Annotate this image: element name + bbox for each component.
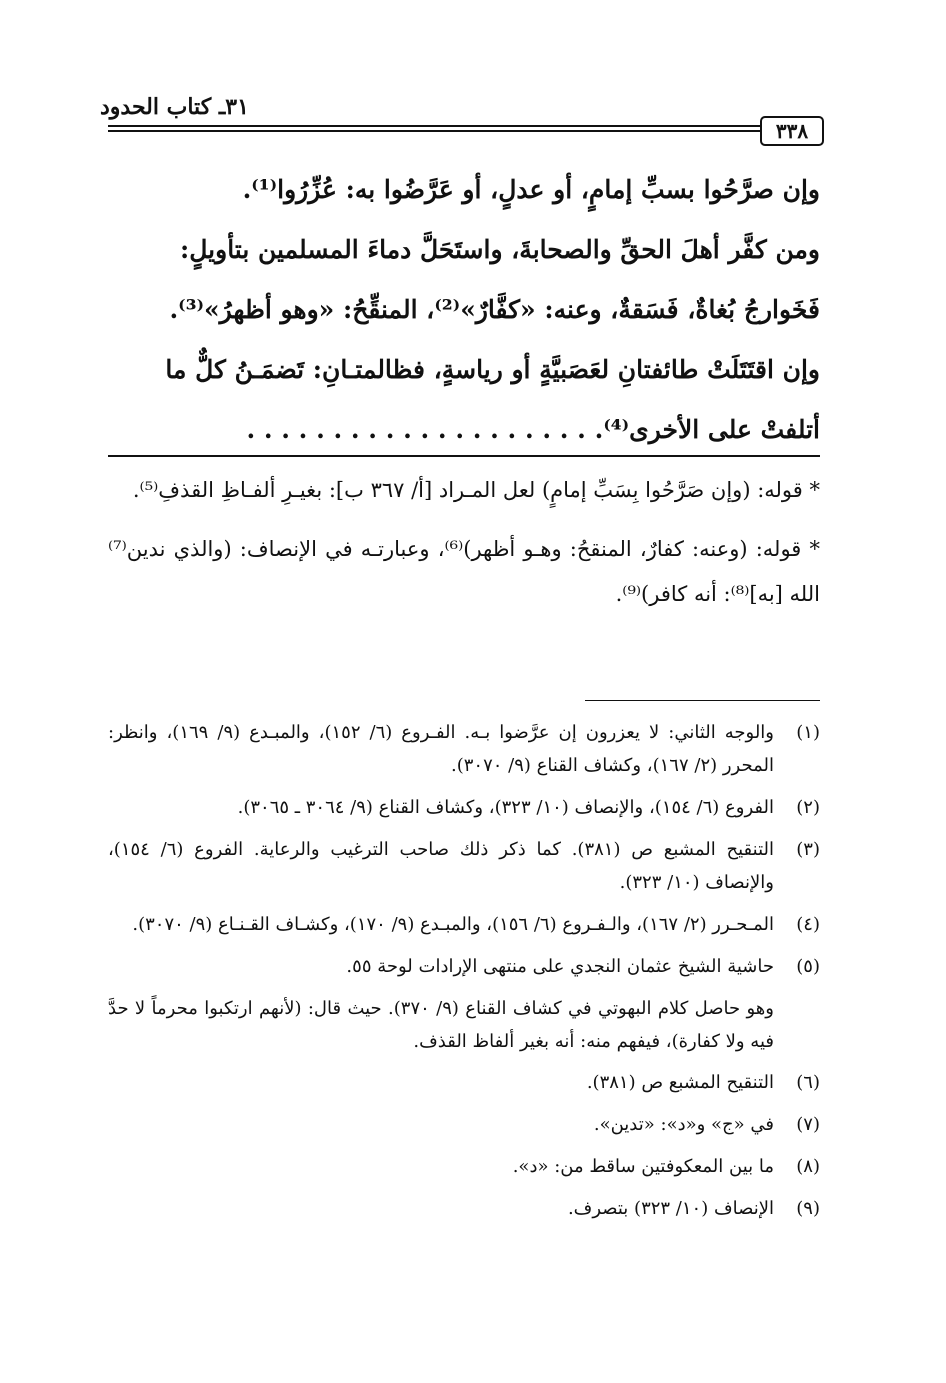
footnote: [108, 1066, 820, 1099]
footnote-number: (٧): [796, 1114, 820, 1135]
footnote: [108, 1192, 820, 1225]
footnote-text: المـحـرر (٢/ ١٦٧)، والـفـروع (٦/ ١٥٦)، والمبـدع (٩/ ١٧٠)، وكشـاف القـنـاع (٩/ ٣٠٧٠).: [132, 914, 774, 935]
footnote-continuation: وهو حاصل كلام البهوتي في كشاف القناع (٩/ ٣٧٠). حيث قال: (لأنهم ارتكبوا محرماً لا حدَّ فيه ولا كفارة)، فيفهم منه: أنه بغير ألفاظ القذف.: [108, 998, 774, 1052]
footnote: [108, 1108, 820, 1141]
footnote: [108, 950, 820, 983]
footnote-text: حاشية الشيخ عثمان النجدي على منتهى الإرادات لوحة ٥٥.: [346, 956, 774, 977]
section-divider: [108, 455, 820, 457]
footnote: [108, 716, 820, 782]
footnote-rule: [585, 700, 820, 701]
footnote: [108, 833, 820, 899]
footnote-text: والوجه الثاني: لا يعزرون إن عرَّضوا بـه. الفـروع (٦/ ١٥٢)، والمبـدع (٩/ ١٦٩)، وانظر: المحرر (٢/ ١٦٧)، وكشاف القناع (٩/ ٣٠٧٠).: [108, 722, 775, 776]
footnote-number: (٣): [796, 839, 820, 860]
commentary-item: * قوله: (وعنه: كفارٌ، المنقحُ: وهـو أظهر)⁽⁶⁾، وعبارتـه في الإنصاف: (والذي ندين⁽⁷⁾ الله [به]⁽⁸⁾: أنه كافر)⁽⁹⁾.: [108, 537, 820, 606]
footnote: [108, 791, 820, 824]
footnote-text: ما بين المعكوفتين ساقط من: «د».: [512, 1156, 774, 1177]
main-paragraph: [108, 340, 820, 460]
chapter-title: ٣١ـ كتاب الحدود: [100, 94, 249, 120]
footnote-number: (١): [796, 722, 820, 743]
footnote-number: (٨): [796, 1156, 820, 1177]
header-rule-double: [108, 130, 760, 132]
commentary: [108, 468, 820, 631]
footnote-text: في «ج» و«د»: «تدين».: [593, 1114, 774, 1135]
footnote-text: الإنصاف (١٠/ ٣٢٣) بتصرف.: [567, 1198, 774, 1219]
page-number: ٣٣٨: [760, 116, 824, 146]
footnote-number: (٩): [796, 1198, 820, 1219]
footnote-number: (٦): [796, 1072, 820, 1093]
footnote-text: الفروع (٦/ ١٥٤)، والإنصاف (١٠/ ٣٢٣)، وكشاف القناع (٩/ ٣٠٦٤ ـ ٣٠٦٥).: [237, 797, 774, 818]
footnote-text: التنقيح المشبع ص (٣٨١). كما ذكر ذلك صاحب الترغيب والرعاية. الفروع (٦/ ١٥٤)، والإنصاف (١٠/ ٣٢٣).: [108, 839, 774, 893]
footnote: [108, 908, 820, 941]
dotted-leader: . . . . . . . . . . . . . . . . . . . .: [246, 415, 586, 444]
main-paragraph-text: وإن اقتَتَلَتْ طائفتانِ لعَصَبيَّةٍ أو رياسةٍ، فظالمتـانِ: تَضمَـنُ كلٌّ ما أتلفتْ على الأخرى⁽⁴⁾.: [165, 355, 820, 444]
footnote-number: (٤): [796, 914, 820, 935]
main-text: [108, 160, 820, 460]
footnote-number: (٢): [796, 797, 820, 818]
main-paragraph: وإن صرَّحُوا بسبِّ إمامٍ، أو عدلٍ، أو عَرَّضُوا به: عُزِّرُوا⁽¹⁾.: [242, 175, 820, 204]
footnote: [108, 1150, 820, 1183]
footnote-text: التنقيح المشبع ص (٣٨١).: [586, 1072, 774, 1093]
main-paragraph: ومن كفَّر أهلَ الحقِّ والصحابةَ، واستَحَلَّ دماءَ المسلمين بتأويلٍ: فَخَوارجُ بُغاةٌ، فَسَقةٌ، وعنه: «كفَّارٌ»⁽²⁾، المنقِّحُ: «وهو أظهرُ»⁽³⁾.: [169, 235, 820, 324]
footnotes: [108, 716, 820, 1234]
footnote-number: (٥): [796, 956, 820, 977]
header-rule: [108, 125, 760, 127]
commentary-item: * قوله: (وإن صَرَّحُوا بِسَبِّ إمامٍ) لعل المـراد [أ/ ٣٦٧ ب]: بغيـرِ ألفـاظِ القذفِ⁽⁵⁾.: [132, 478, 820, 502]
